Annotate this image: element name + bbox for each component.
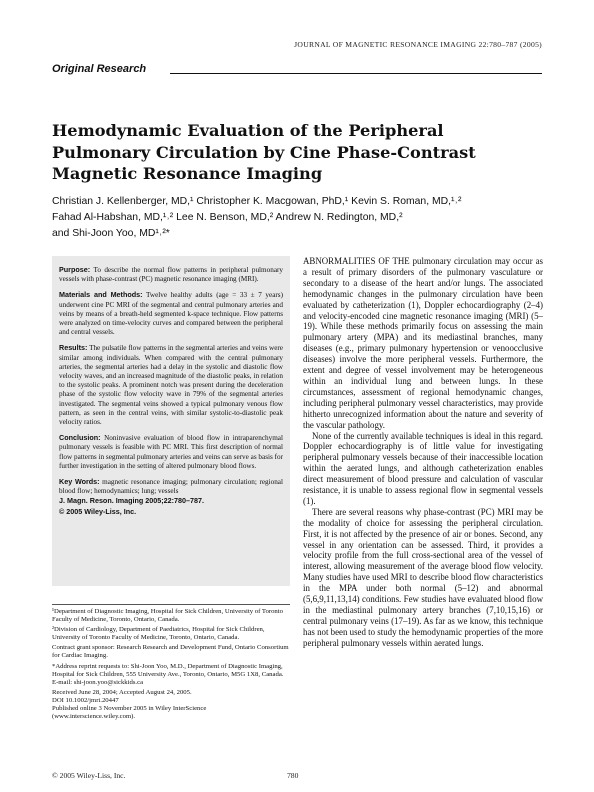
abstract-purpose xyxy=(59,265,283,284)
purpose-text: To describe the normal flow patterns in peripheral pulmonary vessels with phase-contrast (PC) magnetic resonance imaging (MRI). xyxy=(59,266,284,284)
footer-copyright: © 2005 Wiley-Liss, Inc. xyxy=(52,771,126,780)
abstract-results xyxy=(59,343,283,427)
section-label: Original Research xyxy=(52,63,147,75)
page-number: 780 xyxy=(287,771,299,780)
footnote-dates: Received June 28, 2004; Accepted August 24, 2005. xyxy=(52,688,192,696)
footnote-email: E-mail: shi-joon.yoo@sickkids.ca xyxy=(52,678,144,686)
footnote-published: Published online 3 November 2005 in Wiley InterScience (www.interscience.wiley.com). xyxy=(52,705,207,721)
footnote-grant: Contract grant sponsor: Research Research and Development Fund, Ontario Consortium for Cardiac Imaging. xyxy=(52,644,289,660)
footnotes xyxy=(52,604,290,723)
footnote-divider xyxy=(52,604,290,605)
body-paragraph xyxy=(303,256,543,431)
abstract-methods xyxy=(59,290,283,337)
body-paragraph: There are several reasons why phase-contrast (PC) MRI may be the modality of choice for assessing the peripheral circulation. First, it is not affected by the presence of air or bones. Second, any vessel in any orientation can be assessed. Third, it provides a velocity profile from the full cross-sectional area of the vessel of interest, allowing measurement of the average blood flow velocity. Many studies have used MRI to describe blood flow characteristics in the MPA under both normal (5–12) and abnormal (5,6,9,11,13,14) conditions. Few studies have evaluated blood flow in the mediastinal pulmonary artery branches (7,10,15,16) or central pulmonary veins (17–19). As far as we know, this technique has not been used to study the hemodynamic properties of the more peripheral pulmonary vessels within aerated lungs. xyxy=(303,506,543,648)
title-line: Hemodynamic Evaluation of the Peripheral xyxy=(52,121,444,140)
abstract-box xyxy=(52,256,290,586)
body-text-column xyxy=(303,256,543,649)
results-text: The pulsatile flow patterns in the segmental arteries and veins were similar among individuals. When compared with the central pulmonary arteries, the segmental arteries had a delay in the systolic and diastolic flow velocity waves, and an increased magnitude of the diastolic peaks, in relation to the systolic peaks. A prominent notch was present during the deceleration phase of the systolic flow velocity wave in 79% of the segmental arteries investigated. The segmental veins showed a typical pulmonary venous flow pattern, as seen in the central veins, with similar systolic-to-diastolic peak velocity ratios. xyxy=(59,344,283,427)
abstract-conclusion xyxy=(59,433,283,471)
body-paragraph: None of the currently available techniques is ideal in this regard. Doppler echocardiography is of little value for investigating peripheral pulmonary vessels because of their inaccessible location within the aerated lungs, and although catheterization enables direct measurement of blood pressure and calculation of vascular resistance, it is unable to assess regional flow in segmental vessels (1). xyxy=(303,430,543,506)
section-divider xyxy=(170,73,542,74)
author-line: Fahad Al-Habshan, MD,¹˒² Lee N. Benson, MD,² Andrew N. Redington, MD,² xyxy=(52,212,403,223)
footnote-reprint: *Address reprint requests to: Shi-Joon Yoo, M.D., Department of Diagnostic Imaging, Hospital for Sick Children, 555 University Ave., Toronto, Ontario, M5G 1X8, Canada. xyxy=(52,662,284,678)
body-paragraph-text: pulmonary circulation may occur as a result of primary disorders of the pulmonary vasculature or secondary to a disease of the heart and/or lungs. The associated hemodynamic changes in the pulmonary circulation have been evaluated by catheterization (1), Doppler echocardiography (2–4) and velocity-encoded cine magnetic resonance imaging (MRI) (5–19). While these methods primarily focus on assessing the main pulmonary artery (MPA) and its mediastinal branches, many diseases (e.g., primary pulmonary hypertension or venoocclusive diseases) involve the more peripheral vessels. Furthermore, the extent and degree of vessel involvement may be heterogeneous within an individual lung and between lungs. In these circumstances, assessment of regional hemodynamic changes, including peripheral pulmonary vessel characteristics, may provide hitherto unrecognized information about the nature and severity of the vascular pathology. xyxy=(303,256,543,430)
results-label: Results: xyxy=(59,343,88,353)
keywords-label: Key Words: xyxy=(59,477,100,487)
abstract-copyright: © 2005 Wiley-Liss, Inc. xyxy=(59,506,137,516)
keywords-text: magnetic resonance imaging; pulmonary circulation; regional blood flow; hemodynamics; lung; vessels xyxy=(59,478,283,496)
author-line: and Shi-Joon Yoo, MD¹˒²* xyxy=(52,228,170,239)
purpose-label: Purpose: xyxy=(59,265,91,274)
methods-label: Materials and Methods: xyxy=(59,290,143,300)
author-list xyxy=(52,194,552,242)
footnote-affiliation-2: ²Division of Cardiology, Department of Paediatrics, Hospital for Sick Children, University of Toronto Faculty of Medicine, Toronto, Ontario, Canada. xyxy=(52,626,265,642)
conclusion-text: Noninvasive evaluation of blood flow in intraparenchymal pulmonary vessels is feasible with PC MRI. This first description of normal flow patterns in segmental pulmonary arteries and veins can serve as basis for further investigation in the setting of altered pulmonary blood flows. xyxy=(59,434,283,470)
methods-text: Twelve healthy adults (age = 33 ± 7 years) underwent cine PC MRI of the segmental and central pulmonary arteries and veins by means of a breath-held segmented k-space technique. Flow patterns were analyzed on time-velocity curves and compared between the peripheral and central vessels. xyxy=(59,291,283,337)
article-title xyxy=(52,120,542,185)
author-line: Christian J. Kellenberger, MD,¹ Christopher K. Macgowan, PhD,¹ Kevin S. Roman, MD,¹˒² xyxy=(52,196,462,207)
citation: J. Magn. Reson. Imaging 2005;22:780–787. xyxy=(59,496,205,506)
body-lead-in: ABNORMALITIES OF THE xyxy=(303,256,410,266)
abstract-keywords xyxy=(59,477,283,517)
journal-running-header: JOURNAL OF MAGNETIC RESONANCE IMAGING 22:780–787 (2005) xyxy=(294,40,542,49)
conclusion-label: Conclusion: xyxy=(59,433,101,443)
footnote-doi: DOI 10.1002/jmri.20447 xyxy=(52,696,119,704)
title-line: Pulmonary Circulation by Cine Phase-Contrast xyxy=(52,142,476,162)
footnote-affiliation-1: ¹Department of Diagnostic Imaging, Hospital for Sick Children, University of Toronto Faculty of Medicine, Toronto, Ontario, Canada. xyxy=(52,608,283,624)
title-line: Magnetic Resonance Imaging xyxy=(52,164,323,183)
